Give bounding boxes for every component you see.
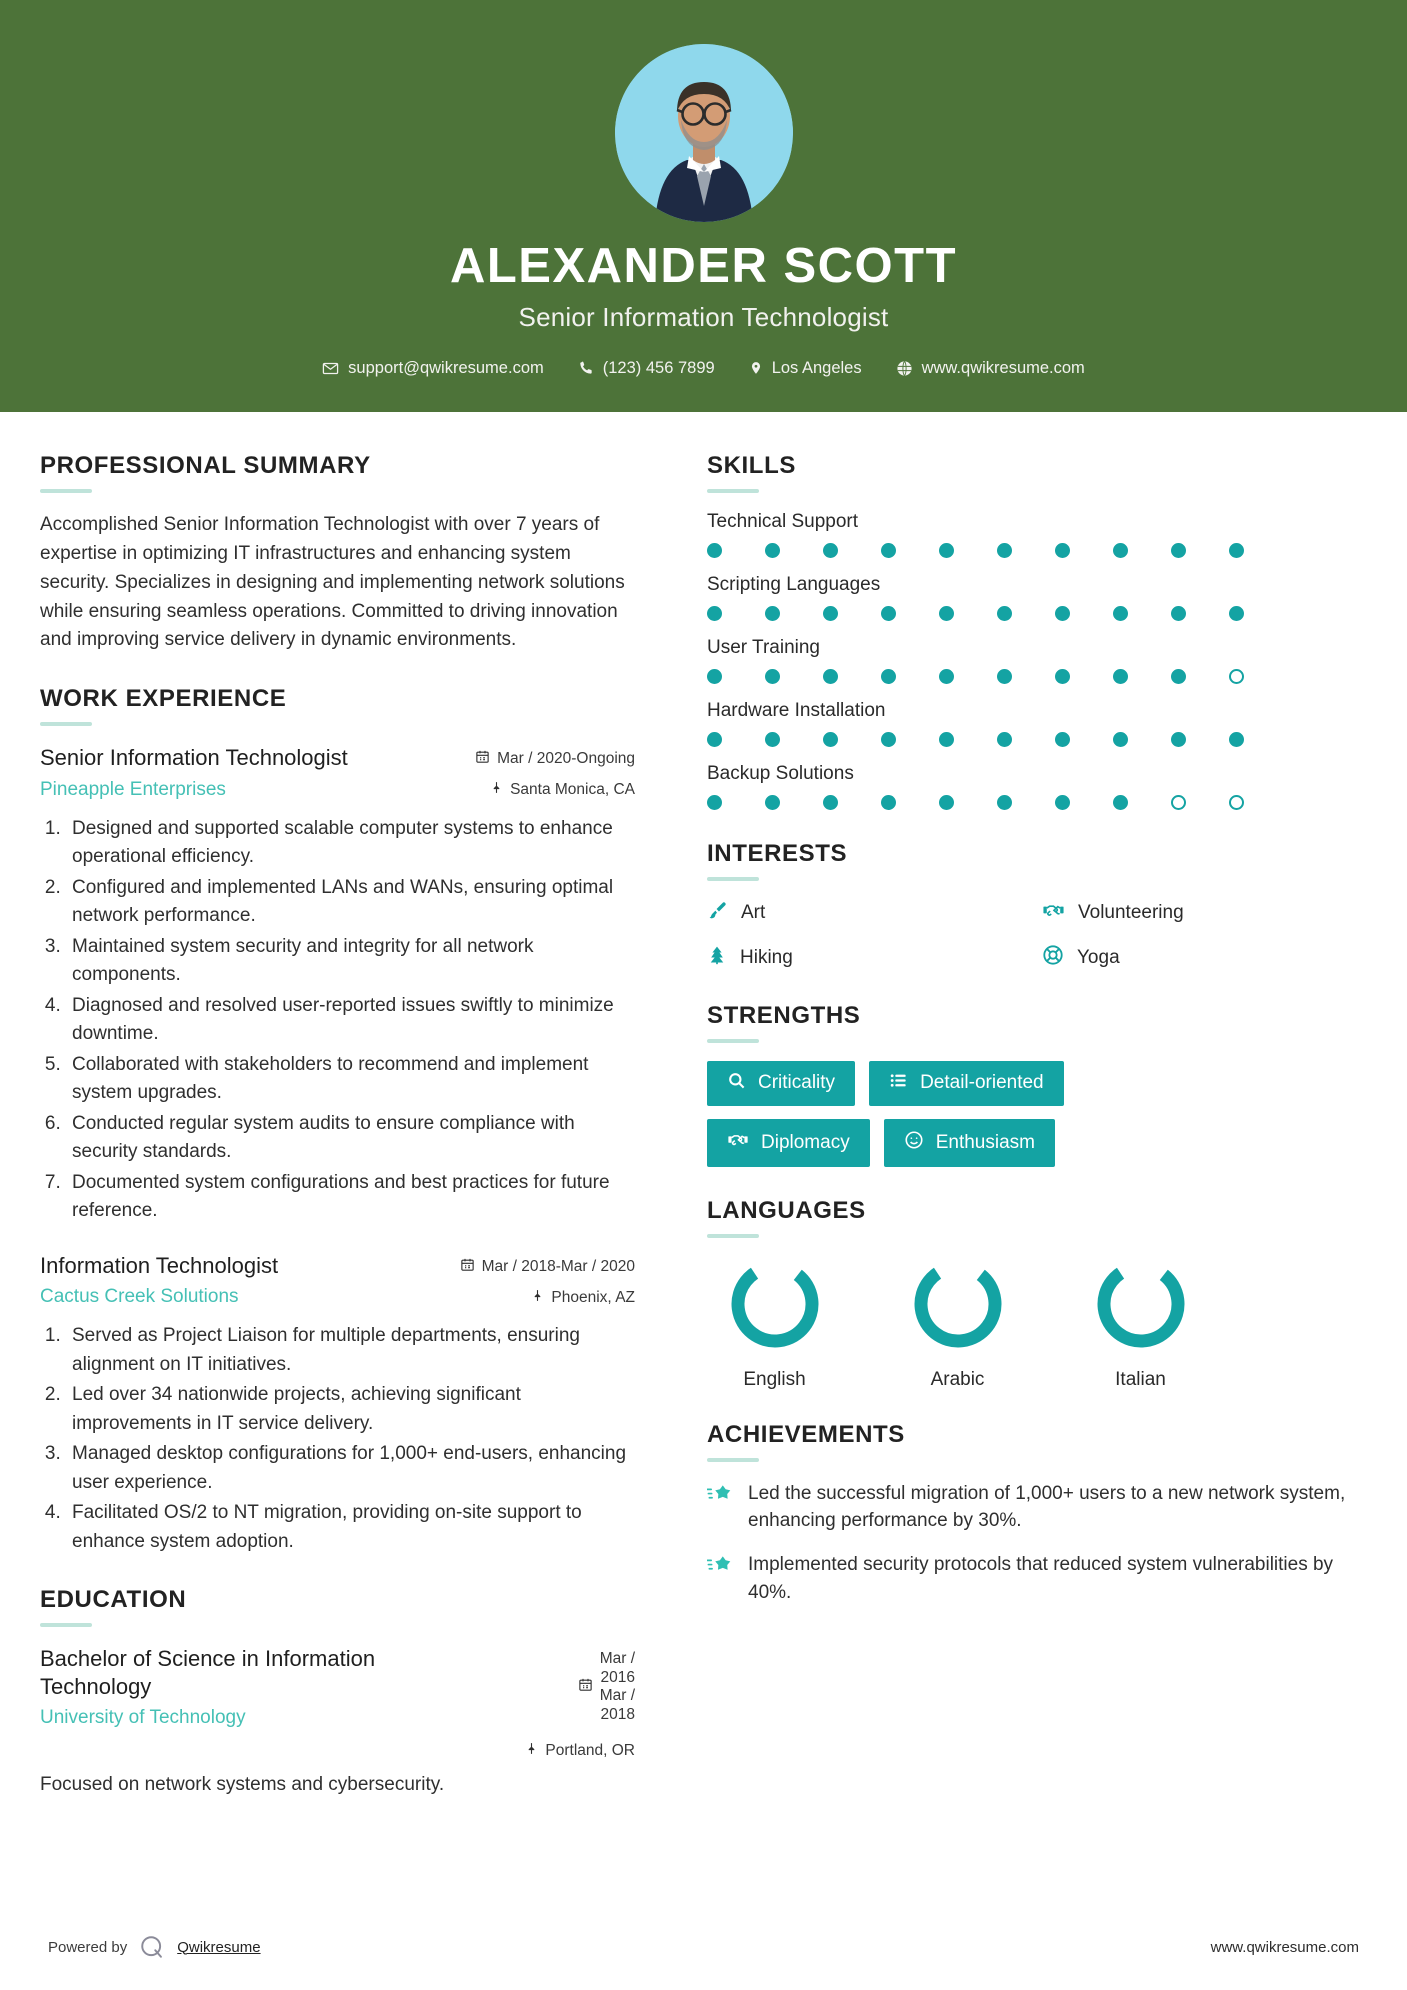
- language-item: [890, 1256, 1025, 1391]
- skill-item: [707, 511, 1367, 558]
- skill-dot: [997, 795, 1055, 810]
- section-languages: [707, 1197, 1367, 1391]
- language-label: English: [743, 1368, 806, 1390]
- skill-dot: [1055, 732, 1113, 747]
- experience-entry-titles: [40, 744, 455, 801]
- section-achievements: [707, 1421, 1367, 1606]
- interest-label: Volunteering: [1078, 902, 1184, 924]
- list-item: 3. Maintained system security and integrity for all network components.: [66, 933, 635, 990]
- experience-dates: [455, 749, 635, 769]
- handshake-icon: [727, 1129, 749, 1157]
- experience-dates: [455, 1257, 635, 1277]
- skill-dot: [1055, 795, 1113, 810]
- skill-dot: [823, 543, 881, 558]
- footer-powered-by-label: Powered by: [48, 1938, 128, 1956]
- skill-dot: [765, 669, 823, 684]
- strengths-row: [707, 1061, 1064, 1106]
- skill-dot: [997, 606, 1055, 621]
- section-skills: [707, 452, 1367, 810]
- education-date-start-month: Mar /: [599, 1650, 635, 1668]
- strength-label: Criticality: [758, 1072, 836, 1094]
- skill-dot: [1055, 606, 1113, 621]
- skill-item: [707, 700, 1367, 747]
- email-icon: [322, 360, 339, 377]
- experience-dates-text: Mar / 2020-Ongoing: [497, 750, 635, 768]
- achievement-item: [707, 1551, 1367, 1606]
- language-item: [707, 1256, 842, 1391]
- right-column: [665, 452, 1367, 1912]
- magnifier-icon: [727, 1071, 746, 1096]
- footer: [0, 1912, 1407, 1990]
- experience-entry-head: [40, 1252, 635, 1309]
- skill-dot: [881, 543, 939, 558]
- list-item: 4. Diagnosed and resolved user-reported issues swiftly to minimize downtime.: [66, 992, 635, 1049]
- skill-dot: [707, 795, 765, 810]
- calendar-icon: [578, 1677, 593, 1697]
- resume-body: [0, 412, 1407, 1912]
- skill-dot: [939, 669, 997, 684]
- education-degree: Bachelor of Science in Information Technology: [40, 1646, 376, 1699]
- contact-email-text: support@qwikresume.com: [348, 358, 544, 377]
- skill-rating: [707, 732, 1367, 747]
- experience-entry-titles: [40, 1252, 455, 1309]
- education-entry: [40, 1645, 635, 1799]
- language-donut: [910, 1339, 1006, 1356]
- education-date-end-month: Mar /: [599, 1687, 635, 1705]
- skill-dot: [1171, 606, 1229, 621]
- paintbrush-icon: [707, 900, 728, 927]
- interest-label: Art: [741, 902, 766, 924]
- skill-label: Hardware Installation: [707, 699, 886, 721]
- star-badge-icon: [707, 1480, 733, 1511]
- skill-dot: [939, 543, 997, 558]
- calendar-icon: [475, 749, 490, 769]
- globe-icon: [896, 360, 913, 377]
- skill-rating: [707, 795, 1367, 810]
- section-heading: SKILLS: [707, 451, 796, 479]
- skill-dot: [765, 543, 823, 558]
- experience-role: Information Technologist: [40, 1252, 279, 1278]
- section-rule: [707, 489, 759, 493]
- skill-label: Scripting Languages: [707, 573, 881, 595]
- tree-icon: [707, 944, 727, 972]
- section-heading: WORK EXPERIENCE: [40, 685, 287, 713]
- education-dates: [455, 1650, 635, 1724]
- skill-dot: [939, 606, 997, 621]
- summary-text: Accomplished Senior Information Technologist with over 7 years of expertise in optimizing IT infrastructures and enhancing system security. Specializes in designing and implementing network solutions while ensuring seamless operations. Committed to driving innovation and improving service delivery in dynamic environments.: [40, 513, 625, 651]
- list-icon: [889, 1071, 908, 1096]
- language-donut: [1093, 1339, 1189, 1356]
- skill-rating: [707, 669, 1367, 684]
- skill-item: [707, 637, 1367, 684]
- skill-dot: [707, 606, 765, 621]
- experience-entry-head: [40, 744, 635, 801]
- skill-label: User Training: [707, 636, 820, 658]
- language-item: [1073, 1256, 1208, 1391]
- contact-location-text: Los Angeles: [771, 358, 862, 377]
- section-interests: [707, 840, 1367, 972]
- skill-dot: [765, 732, 823, 747]
- list-item: 2. Configured and implemented LANs and WANs, ensuring optimal network performance.: [66, 874, 635, 931]
- section-rule: [40, 722, 92, 726]
- footer-brand-link[interactable]: Qwikresume: [177, 1938, 261, 1956]
- smiley-icon: [904, 1130, 924, 1156]
- section-work-experience: [40, 685, 635, 1556]
- skill-dot: [765, 606, 823, 621]
- skill-dot: [1113, 795, 1171, 810]
- list-item: 1. Designed and supported scalable computer systems to enhance operational efficiency.: [66, 815, 635, 872]
- section-rule: [707, 877, 759, 881]
- experience-location-text: Santa Monica, CA: [510, 781, 635, 799]
- location-pin-icon: [749, 359, 763, 377]
- skill-dot: [1171, 543, 1229, 558]
- section-heading: LANGUAGES: [707, 1196, 866, 1224]
- section-rule: [707, 1039, 759, 1043]
- skill-dot: [1229, 606, 1287, 621]
- strength-label: Detail-oriented: [920, 1072, 1044, 1094]
- qwikresume-logo-icon: [139, 1934, 165, 1960]
- list-item: 5. Collaborated with stakeholders to recommend and implement system upgrades.: [66, 1051, 635, 1108]
- experience-location: [455, 780, 635, 800]
- strength-chip-criticality[interactable]: [707, 1061, 855, 1106]
- experience-organization[interactable]: Cactus Creek Solutions: [40, 1286, 239, 1308]
- section-professional-summary: [40, 452, 635, 655]
- education-date-start-year: 2016: [600, 1668, 635, 1686]
- skill-dot: [1055, 669, 1113, 684]
- star-badge-icon: [707, 1551, 733, 1582]
- interest-label: Hiking: [740, 946, 793, 968]
- experience-location-text: Phoenix, AZ: [551, 1288, 635, 1306]
- contact-phone[interactable]: [561, 359, 732, 378]
- contact-email[interactable]: [305, 359, 561, 378]
- skill-dot: [1113, 606, 1171, 621]
- skill-dot: [1229, 543, 1287, 558]
- section-heading: EDUCATION: [40, 1586, 187, 1614]
- strength-chip-detail-oriented[interactable]: [869, 1061, 1064, 1106]
- language-donut: [727, 1339, 823, 1356]
- education-location: [455, 1741, 635, 1761]
- skill-dot: [707, 732, 765, 747]
- skill-dot: [997, 669, 1055, 684]
- profile-photo-icon: [615, 44, 793, 222]
- list-item: 3. Managed desktop configurations for 1,000+ end-users, enhancing user experience.: [66, 1440, 635, 1497]
- list-item: 1. Served as Project Liaison for multiple departments, ensuring alignment on IT initiatives.: [66, 1322, 635, 1379]
- experience-role: Senior Information Technologist: [40, 745, 348, 771]
- page-title: ALEXANDER SCOTT: [449, 239, 958, 293]
- skill-dot: [1171, 669, 1229, 684]
- skill-item: [707, 763, 1367, 810]
- calendar-icon: [460, 1257, 475, 1277]
- header-job-title: Senior Information Technologist: [518, 301, 889, 332]
- experience-entry: [40, 744, 635, 1226]
- skill-dot: [1229, 795, 1287, 810]
- interest-label: Yoga: [1077, 946, 1120, 968]
- contact-location[interactable]: [732, 359, 879, 378]
- experience-location: [455, 1288, 635, 1308]
- section-rule: [40, 489, 92, 493]
- list-item: 4. Facilitated OS/2 to NT migration, providing on-site support to enhance system adoption.: [66, 1499, 635, 1556]
- language-label: Arabic: [930, 1368, 985, 1390]
- experience-bullets: [66, 1322, 635, 1556]
- skill-dot: [881, 795, 939, 810]
- skill-dot: [1171, 732, 1229, 747]
- strengths-row: [707, 1119, 1055, 1167]
- skill-dot: [1055, 543, 1113, 558]
- skill-label: Backup Solutions: [707, 762, 854, 784]
- achievement-item: [707, 1480, 1367, 1535]
- education-date-end: [600, 1687, 635, 1724]
- interest-item-yoga: [1042, 944, 1367, 972]
- education-school[interactable]: University of Technology: [40, 1707, 246, 1729]
- skill-rating: [707, 543, 1367, 558]
- skill-dot: [1229, 669, 1287, 684]
- section-heading: STRENGTHS: [707, 1001, 861, 1029]
- handshake-icon: [1042, 899, 1065, 928]
- avatar: [615, 44, 793, 222]
- education-entry-titles: [40, 1645, 455, 1729]
- contact-website-text: www.qwikresume.com: [921, 358, 1085, 377]
- experience-entry: [40, 1252, 635, 1557]
- interest-item-volunteering: [1042, 899, 1367, 928]
- experience-entry-meta: [455, 1252, 635, 1308]
- skill-dot: [707, 669, 765, 684]
- pin-icon: [490, 780, 503, 800]
- skill-dot: [707, 543, 765, 558]
- languages-row: [707, 1256, 1367, 1391]
- education-date-end-year: 2018: [600, 1706, 635, 1724]
- interest-item-hiking: [707, 944, 1032, 972]
- contact-row: [0, 359, 1407, 378]
- list-item: 6. Conducted regular system audits to ensure compliance with security standards.: [66, 1110, 635, 1167]
- skill-dot: [939, 795, 997, 810]
- achievement-text: Led the successful migration of 1,000+ users to a new network system, enhancing performance by 30%.: [748, 1482, 1346, 1532]
- achievement-text: Implemented security protocols that reduced system vulnerabilities by 40%.: [748, 1553, 1334, 1603]
- skill-rating: [707, 606, 1367, 621]
- lifebuoy-icon: [1042, 944, 1064, 972]
- skill-dot: [1113, 543, 1171, 558]
- pin-icon: [531, 1288, 544, 1308]
- skill-dot: [881, 669, 939, 684]
- skill-dot: [997, 543, 1055, 558]
- list-item: 2. Led over 34 nationwide projects, achieving significant improvements in IT service delivery.: [66, 1381, 635, 1438]
- experience-bullets: [66, 815, 635, 1226]
- strength-label: Enthusiasm: [935, 1131, 1035, 1153]
- section-heading: INTERESTS: [707, 839, 848, 867]
- experience-organization[interactable]: Pineapple Enterprises: [40, 778, 226, 800]
- education-note: Focused on network systems and cybersecurity.: [40, 1773, 445, 1795]
- skill-dot: [823, 795, 881, 810]
- list-item: 7. Documented system configurations and best practices for future reference.: [66, 1169, 635, 1226]
- section-heading: ACHIEVEMENTS: [707, 1420, 905, 1448]
- skill-dot: [823, 606, 881, 621]
- skill-dot: [881, 606, 939, 621]
- strength-label: Diplomacy: [761, 1131, 850, 1153]
- strengths-list: [707, 1061, 1367, 1167]
- section-rule: [40, 1623, 92, 1627]
- skill-dot: [1171, 795, 1229, 810]
- skill-item: [707, 574, 1367, 621]
- skill-dot: [823, 669, 881, 684]
- section-strengths: [707, 1002, 1367, 1167]
- phone-icon: [578, 360, 594, 376]
- section-rule: [707, 1458, 759, 1462]
- skill-dot: [1113, 669, 1171, 684]
- education-entry-head: [40, 1645, 635, 1760]
- skill-dot: [939, 732, 997, 747]
- footer-website[interactable]: www.qwikresume.com: [1210, 1938, 1359, 1956]
- pin-icon: [525, 1741, 538, 1761]
- education-location-text: Portland, OR: [545, 1741, 635, 1759]
- experience-entry-meta: [455, 744, 635, 800]
- strength-chip-diplomacy[interactable]: [707, 1119, 870, 1167]
- language-label: Italian: [1115, 1368, 1166, 1390]
- strength-chip-enthusiasm[interactable]: [884, 1119, 1055, 1167]
- skill-dot: [1113, 732, 1171, 747]
- skill-label: Technical Support: [707, 510, 859, 532]
- section-rule: [707, 1234, 759, 1238]
- skill-dot: [997, 732, 1055, 747]
- education-date-start: [600, 1650, 635, 1687]
- section-education: [40, 1586, 635, 1799]
- experience-dates-text: Mar / 2018-Mar / 2020: [481, 1257, 635, 1275]
- interests-grid: [707, 899, 1367, 972]
- skill-dot: [881, 732, 939, 747]
- skill-dot: [765, 795, 823, 810]
- contact-website[interactable]: [879, 359, 1102, 378]
- education-entry-meta: [455, 1645, 635, 1760]
- section-heading: PROFESSIONAL SUMMARY: [40, 451, 371, 479]
- skill-dot: [1229, 732, 1287, 747]
- education-date-pair: [600, 1650, 635, 1724]
- resume-header: [0, 0, 1407, 412]
- left-column: [40, 452, 665, 1912]
- contact-phone-text: (123) 456 7899: [602, 358, 715, 377]
- interest-item-art: [707, 899, 1032, 928]
- skill-dot: [823, 732, 881, 747]
- footer-powered-by: [48, 1934, 261, 1960]
